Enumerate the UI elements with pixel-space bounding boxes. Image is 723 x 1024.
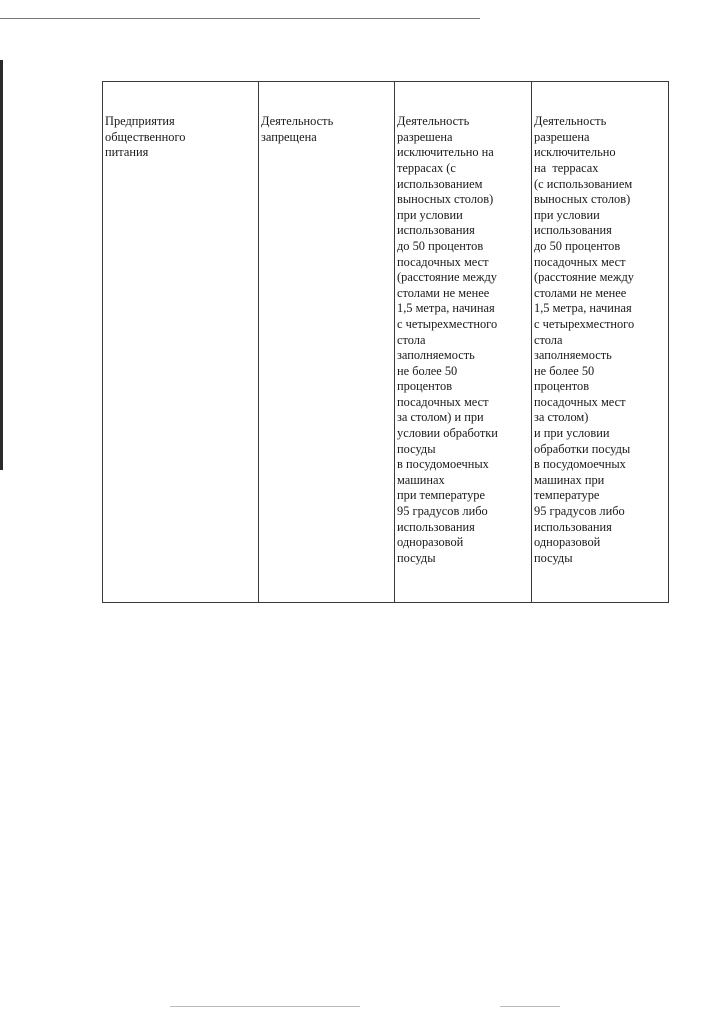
table-cell-conditions-1: [395, 82, 532, 603]
scan-artifact-left-edge: [0, 60, 3, 470]
table-cell-status: [259, 82, 395, 603]
scan-artifact-top-line: [0, 18, 480, 19]
status-text: Деятельность запрещена: [261, 114, 334, 144]
table-row: [103, 82, 669, 603]
scan-artifact-bottom-line: [170, 1006, 360, 1007]
scan-artifact-bottom-line: [500, 1006, 560, 1007]
conditions-text-2: Деятельность разрешена исключительно на террасах (с использованием выносных столов) при условии использования до 50 процентов посадочных мест (расстояние между столами не менее 1,5 метра, начиная с четырехместного стола заполняемость не более 50 процентов посадочных мест за столом) и при условии обработки посуды в посудомоечных машинах при температуре 95 градусов либо использования одноразовой посуды: [534, 114, 635, 565]
restrictions-table: [102, 81, 669, 603]
table-cell-category: [103, 82, 259, 603]
conditions-text-1: Деятельность разрешена исключительно на террасах (с использованием выносных столов) при условии использования до 50 процентов посадочных мест (расстояние между столами не менее 1,5 метра, начиная с четырехместного стола заполняемость не более 50 процентов посадочных мест за столом) и при условии обработки посуды в посудомоечных машинах при температуре 95 градусов либо использования одноразовой посуды: [397, 114, 498, 565]
category-text: Предприятия общественного питания: [105, 114, 186, 160]
table-cell-conditions-2: [532, 82, 669, 603]
